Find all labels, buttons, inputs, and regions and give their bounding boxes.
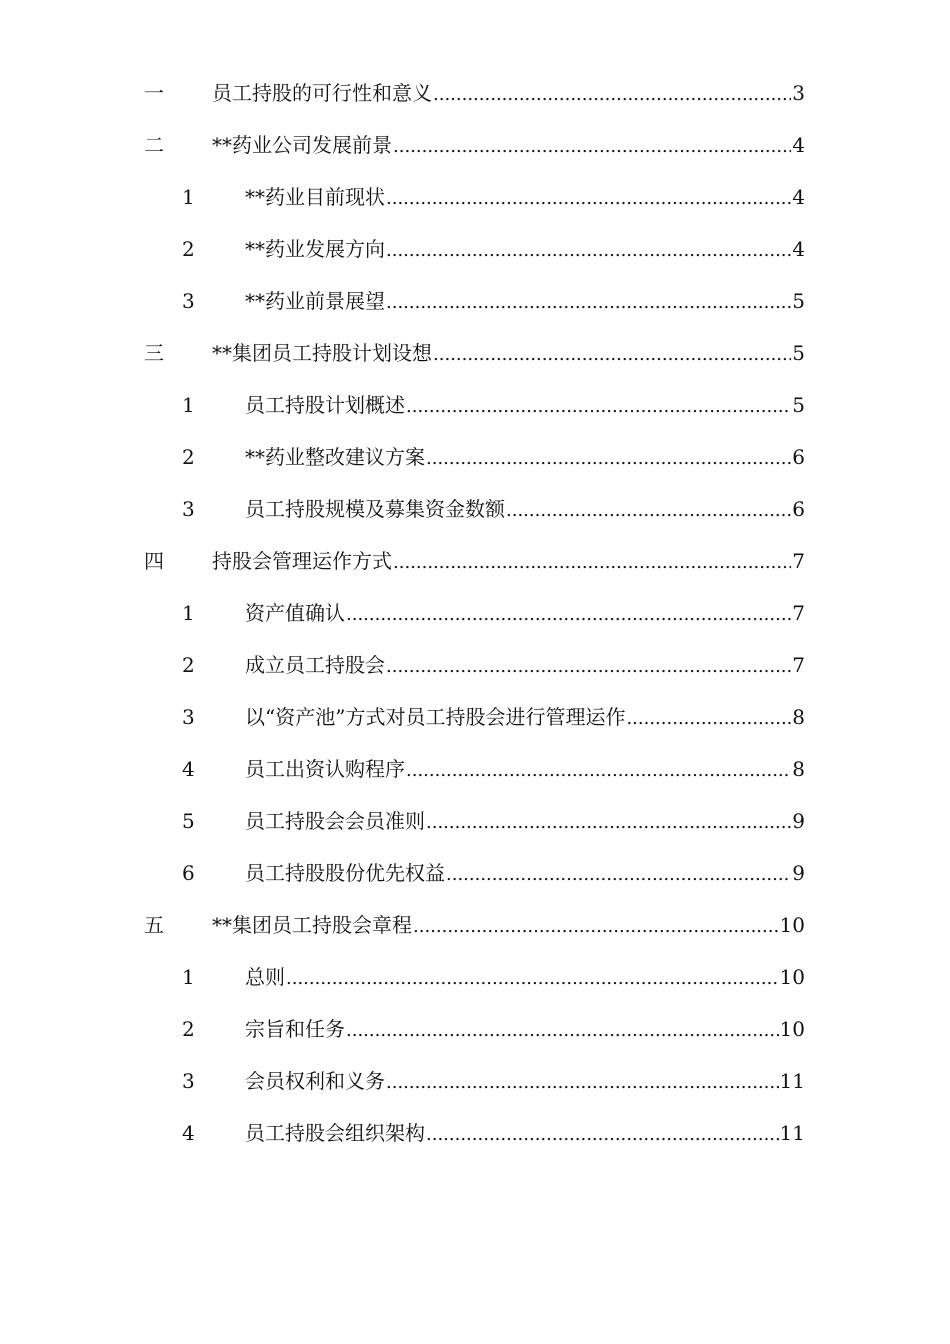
toc-entry-number: 3 (182, 705, 195, 729)
toc-entry-number: 2 (182, 653, 195, 677)
toc-subentry[interactable] (0, 384, 950, 436)
toc-entry-page: 8 (792, 705, 805, 729)
toc-entry-line (245, 488, 805, 532)
toc-entry-page: 6 (792, 497, 805, 521)
dot-leader (386, 282, 791, 324)
toc-entry-page: 5 (792, 289, 805, 313)
toc-entry-line (245, 436, 805, 480)
toc-entry-number: 3 (182, 289, 195, 313)
toc-entry-line (212, 124, 805, 168)
dot-leader (626, 698, 791, 740)
toc-entry-line (245, 800, 805, 844)
toc-subentry[interactable] (0, 1008, 950, 1060)
dot-leader (386, 646, 791, 688)
toc-subentry[interactable] (0, 176, 950, 228)
toc-entry-page: 4 (792, 185, 805, 209)
toc-entry-title[interactable]: 员工持股计划概述 (245, 393, 405, 417)
toc-entry-number: 3 (182, 497, 195, 521)
toc-entry-line (245, 176, 805, 220)
toc-entry-number: 1 (182, 965, 195, 989)
toc-entry-number: 四 (144, 549, 164, 573)
toc-subentry[interactable] (0, 488, 950, 540)
dot-leader (286, 958, 779, 1000)
dot-leader (433, 74, 791, 116)
toc-entry[interactable] (0, 540, 950, 592)
toc-entry-page: 4 (792, 237, 805, 261)
toc-entry-page: 3 (792, 81, 805, 105)
toc-entry-page: 8 (792, 757, 805, 781)
toc-entry-page: 10 (779, 913, 805, 937)
toc-entry-title[interactable]: 成立员工持股会 (245, 653, 385, 677)
toc-entry-page: 5 (792, 341, 805, 365)
toc-subentry[interactable] (0, 696, 950, 748)
toc-entry-page: 10 (779, 1017, 805, 1041)
toc-entry-number: 2 (182, 1017, 195, 1041)
toc-entry-page: 9 (792, 809, 805, 833)
toc-entry-page: 5 (792, 393, 805, 417)
toc-entry-number: 1 (182, 601, 195, 625)
toc-entry-title[interactable]: **药业目前现状 (245, 185, 385, 209)
toc-subentry[interactable] (0, 644, 950, 696)
toc-entry-line (245, 228, 805, 272)
dot-leader (393, 542, 791, 584)
toc-entry-line (212, 332, 805, 376)
toc-entry-title[interactable]: 员工出资认购程序 (245, 757, 405, 781)
toc-entry-title[interactable]: **药业前景展望 (245, 289, 385, 313)
toc-entry-page: 6 (792, 445, 805, 469)
toc-entry-line (212, 904, 805, 948)
dot-leader (433, 334, 791, 376)
dot-leader (426, 438, 791, 480)
dot-leader (426, 802, 791, 844)
toc-entry-line (245, 1008, 805, 1052)
toc-entry-page: 9 (792, 861, 805, 885)
toc-entry-number: 1 (182, 185, 195, 209)
toc-entry-page: 7 (792, 549, 805, 573)
toc-entry[interactable] (0, 124, 950, 176)
toc-entry-title[interactable]: 员工持股会会员准则 (245, 809, 425, 833)
toc-entry-title[interactable]: 员工持股会组织架构 (245, 1121, 425, 1145)
toc-entry-title[interactable]: 员工持股的可行性和意义 (212, 81, 432, 105)
toc-entry[interactable] (0, 904, 950, 956)
toc-entry-line (245, 956, 805, 1000)
toc-subentry[interactable] (0, 1112, 950, 1164)
dot-leader (386, 230, 791, 272)
toc-entry-page: 7 (792, 601, 805, 625)
dot-leader (426, 1114, 779, 1156)
toc-entry-line (245, 1112, 805, 1156)
toc-entry-line (245, 280, 805, 324)
toc-subentry[interactable] (0, 228, 950, 280)
toc-entry-page: 11 (779, 1121, 805, 1145)
toc-entry-title[interactable]: 会员权利和义务 (245, 1069, 385, 1093)
toc-entry-line (245, 1060, 805, 1104)
toc-entry-number: 二 (144, 133, 164, 157)
toc-subentry[interactable] (0, 800, 950, 852)
toc-entry-title[interactable]: 宗旨和任务 (245, 1017, 345, 1041)
toc-entry-title[interactable]: 员工持股规模及募集资金数额 (245, 497, 505, 521)
toc-entry[interactable] (0, 72, 950, 124)
dot-leader (506, 490, 791, 532)
dot-leader (446, 854, 791, 896)
toc-entry-title[interactable]: **药业整改建议方案 (245, 445, 425, 469)
toc-subentry[interactable] (0, 436, 950, 488)
toc-entry-title[interactable]: 持股会管理运作方式 (212, 549, 392, 573)
toc-subentry[interactable] (0, 852, 950, 904)
toc-entry-number: 2 (182, 237, 195, 261)
toc-entry-number: 4 (182, 757, 195, 781)
toc-entry-title[interactable]: 员工持股股份优先权益 (245, 861, 445, 885)
toc-entry-line (212, 72, 805, 116)
dot-leader (393, 126, 791, 168)
toc-subentry[interactable] (0, 1060, 950, 1112)
toc-entry-line (245, 696, 805, 740)
toc-entry-number: 4 (182, 1121, 195, 1145)
toc-entry-line (245, 852, 805, 896)
toc-subentry[interactable] (0, 956, 950, 1008)
dot-leader (406, 386, 791, 428)
toc-subentry[interactable] (0, 280, 950, 332)
dot-leader (413, 906, 779, 948)
table-of-contents (0, 72, 950, 1164)
toc-entry-line (212, 540, 805, 584)
dot-leader (386, 178, 791, 220)
toc-subentry[interactable] (0, 592, 950, 644)
toc-entry-line (245, 384, 805, 428)
toc-entry-title[interactable]: **集团员工持股计划设想 (212, 341, 432, 365)
toc-entry-number: 3 (182, 1069, 195, 1093)
toc-entry-title[interactable]: 资产值确认 (245, 601, 345, 625)
toc-subentry[interactable] (0, 748, 950, 800)
toc-entry-page: 7 (792, 653, 805, 677)
toc-entry-line (245, 644, 805, 688)
dot-leader (346, 594, 791, 636)
toc-entry-number: 三 (144, 341, 164, 365)
toc-entry-number: 一 (144, 81, 164, 105)
toc-entry-line (245, 748, 805, 792)
toc-entry-number: 6 (182, 861, 195, 885)
toc-entry-page: 11 (779, 1069, 805, 1093)
toc-entry-number: 2 (182, 445, 195, 469)
dot-leader (406, 750, 791, 792)
toc-entry-number: 五 (144, 913, 164, 937)
toc-entry-title[interactable]: **药业公司发展前景 (212, 133, 392, 157)
toc-entry-title[interactable]: **药业发展方向 (245, 237, 385, 261)
dot-leader (386, 1062, 779, 1104)
dot-leader (346, 1010, 779, 1052)
toc-entry-title[interactable]: **集团员工持股会章程 (212, 913, 412, 937)
toc-entry-title[interactable]: 以“资产池”方式对员工持股会进行管理运作 (245, 705, 626, 729)
toc-entry[interactable] (0, 332, 950, 384)
toc-entry-page: 10 (779, 965, 805, 989)
toc-entry-title[interactable]: 总则 (245, 965, 285, 989)
toc-entry-number: 1 (182, 393, 195, 417)
toc-entry-line (245, 592, 805, 636)
toc-entry-number: 5 (182, 809, 195, 833)
toc-entry-page: 4 (792, 133, 805, 157)
